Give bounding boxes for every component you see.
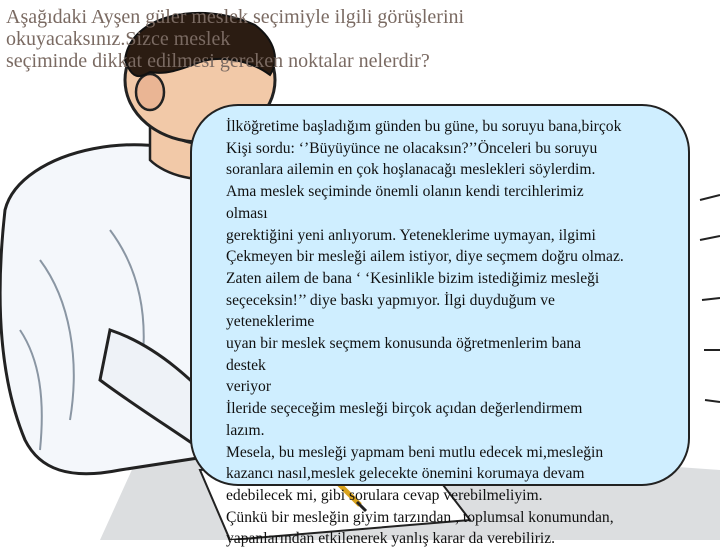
- passage-line: soranlara ailemin en çok hoşlanacağı meslekleri söylerdim.: [226, 161, 596, 179]
- question-line: Aşağıdaki Ayşen güler meslek seçimiyle ilgili görüşlerini: [6, 6, 465, 28]
- passage-line: Kişi sordu: ‘’Büyüyünce ne olacaksın?’’Önceleri bu soruyu: [226, 139, 598, 157]
- passage-line: lazım.: [226, 421, 265, 439]
- ear: [136, 74, 164, 110]
- passage-line: Ama meslek seçiminde önemli olanın kendi tercihlerimiz: [226, 183, 584, 201]
- passage-line: İlköğretime başladığım günden bu güne, bu soruyu bana,birçok: [226, 118, 622, 135]
- passage-line: edebilecek mi, gibi sorulara cevap verebilmeliyim.: [226, 486, 543, 504]
- question-text: [6, 6, 566, 72]
- passage-line: Mesela, bu mesleği yapmam beni mutlu edecek mi,mesleğin: [226, 443, 604, 461]
- passage-line: yeteneklerime: [226, 313, 315, 331]
- passage-line: İleride seçeceğim mesleği birçok açıdan değerlendirmem: [226, 400, 583, 418]
- passage-line: Zaten ailem de bana ‘ ‘Kesinlikle bizim istediğimiz mesleği: [226, 269, 600, 287]
- passage-line: Çünkü bir mesleğin giyim tarzından , toplumsal konumundan,: [226, 508, 614, 526]
- passage-line: Çekmeyen bir mesleği ailem istiyor, diye seçmem doğru olmaz.: [226, 248, 624, 266]
- speech-bubble-text: [226, 116, 696, 550]
- passage-line: destek: [226, 356, 266, 374]
- passage-line: gerektiğini yeni anlıyorum. Yeteneklerime uymayan, ilgimi: [226, 226, 596, 244]
- question-line: okuyacaksınız.Sizce meslek: [6, 28, 231, 50]
- question-line: seçiminde dikkat edilmesi gereken noktalar nelerdir?: [6, 50, 430, 72]
- passage-line: seçeceksin!’’ diye baskı yapmıyor. İlgi duyduğum ve: [226, 291, 555, 309]
- passage-line: yapanlarından etkilenerek yanlış karar da verebiliriz.: [226, 530, 556, 548]
- passage-line: olması: [226, 204, 268, 222]
- passage-line: uyan bir meslek seçmem konusunda öğretmenlerim bana: [226, 335, 582, 353]
- passage-line: veriyor: [226, 378, 272, 396]
- passage-line: kazancı nasıl,meslek gelecekte önemini korumaya devam: [226, 465, 585, 483]
